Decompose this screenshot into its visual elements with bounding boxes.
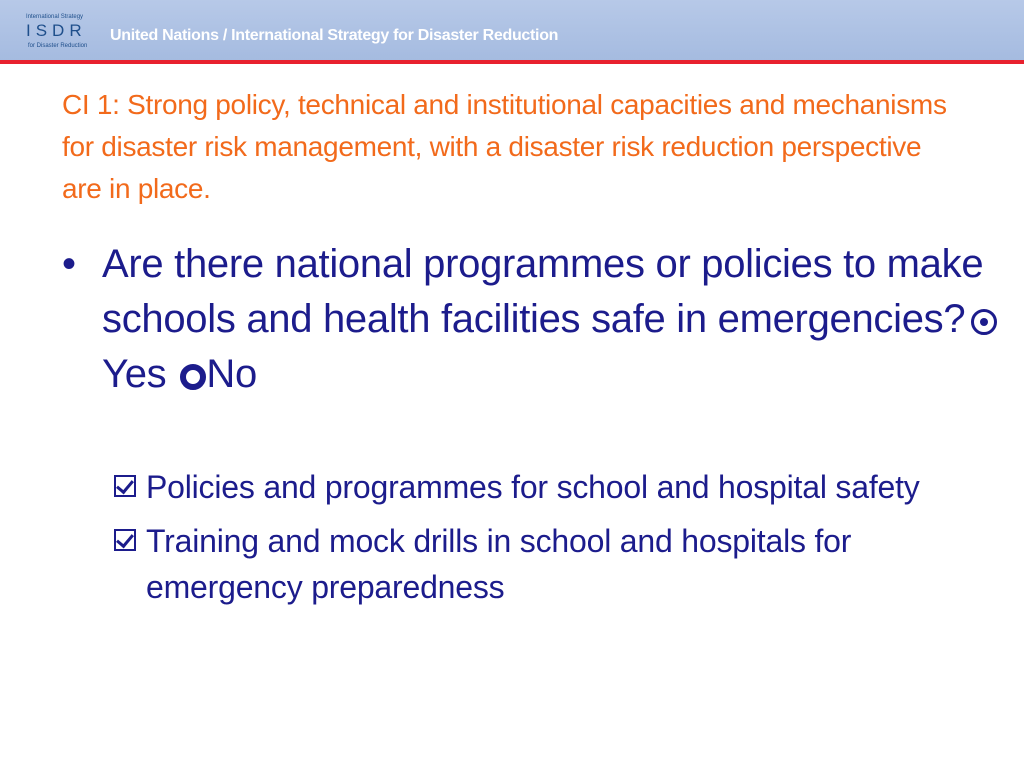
checklist-item xyxy=(114,464,1014,510)
checkbox-checked-icon[interactable] xyxy=(114,475,136,497)
checklist xyxy=(114,464,1014,618)
checkbox-checked-icon[interactable] xyxy=(114,529,136,551)
option-no-label: No xyxy=(206,352,257,396)
checklist-item-text: Policies and programmes for school and hospital safety xyxy=(146,469,920,505)
isdr-logo xyxy=(26,14,100,52)
checklist-item-text: Training and mock drills in school and hospitals for emergency preparedness xyxy=(146,523,852,605)
logo-top-text: International Strategy xyxy=(26,14,84,20)
question-bullet xyxy=(62,237,1012,402)
option-yes-label: Yes xyxy=(102,352,167,396)
bullet-dot: • xyxy=(62,242,76,286)
checklist-item xyxy=(114,518,1014,610)
slide-title: CI 1: Strong policy, technical and institutional capacities and mechanisms for disaster risk management, with a disaster risk reduction perspective are in place. xyxy=(62,89,947,204)
question-text: Are there national programmes or policies to make schools and health facilities safe in emergencies? xyxy=(102,242,984,341)
question-text-block xyxy=(102,237,1012,402)
logo-bottom-text: for Disaster Reduction xyxy=(28,43,88,49)
header-divider xyxy=(0,60,1024,64)
logo-letters: ISDR xyxy=(26,21,87,40)
radio-unselected-icon[interactable] xyxy=(180,364,206,390)
radio-selected-icon[interactable] xyxy=(971,309,997,335)
organization-name: United Nations / International Strategy for Disaster Reduction xyxy=(110,27,559,44)
